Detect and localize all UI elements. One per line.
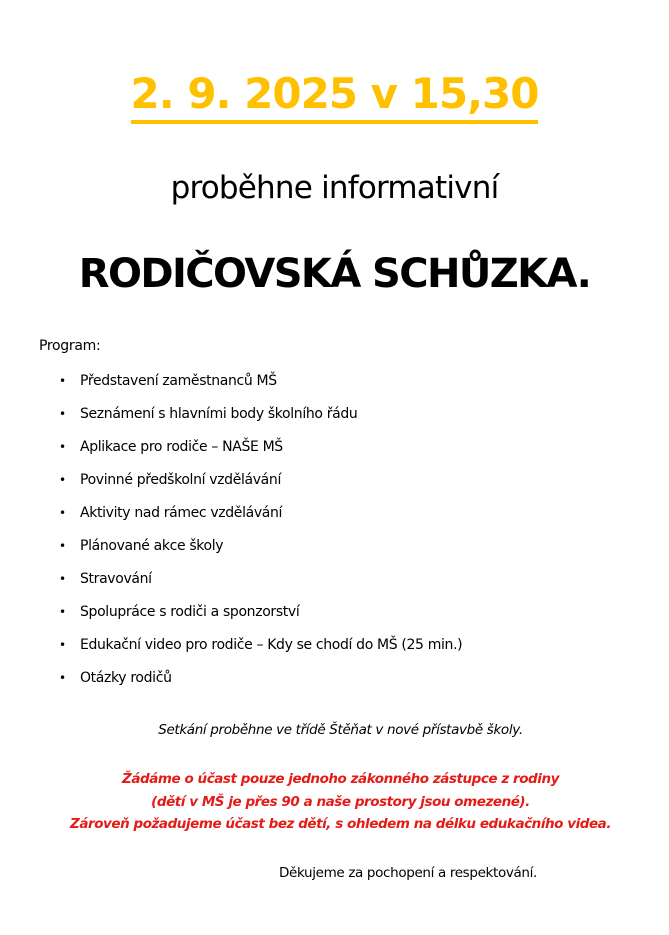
request-note [0, 768, 669, 836]
bullet-icon: • [59, 539, 66, 553]
program-item-text: Seznámení s hlavními body školního řádu [80, 406, 358, 422]
program-item-text: Spolupráce s rodiči a sponzorství [80, 604, 300, 620]
main-heading: RODIČOVSKÁ SCHŮZKA. [78, 251, 591, 297]
program-item-text: Představení zaměstnanců MŠ [80, 373, 277, 389]
thanks-note: Děkujeme za pochopení a respektování. [279, 865, 537, 881]
request-note-line: Zároveň požadujeme účast bez dětí, s ohledem na délku edukačního videa. [69, 816, 612, 832]
bullet-icon: • [59, 407, 66, 421]
bullet-icon: • [59, 605, 66, 619]
bullet-icon: • [59, 506, 66, 520]
request-note-line: Žádáme o účast pouze jednoho zákonného zástupce z rodiny [122, 771, 559, 787]
program-item-text: Edukační video pro rodiče – Kdy se chodí do MŠ (25 min.) [80, 637, 463, 653]
request-note-line: (dětí v MŠ je přes 90 a naše prostory jsou omezené). [151, 793, 530, 810]
bullet-icon: • [59, 374, 66, 388]
bullet-icon: • [59, 572, 66, 586]
program-item-text: Otázky rodičů [80, 670, 172, 686]
program-item-text: Aplikace pro rodiče – NAŠE MŠ [80, 439, 283, 455]
venue-note: Setkání proběhne ve třídě Štěňat v nové přístavbě školy. [158, 722, 523, 738]
bullet-icon: • [59, 638, 66, 652]
date-heading-text: 2. 9. 2025 v 15,30 [131, 68, 539, 124]
program-item-text: Plánované akce školy [80, 538, 224, 554]
date-heading [0, 66, 669, 124]
subtitle: proběhne informativní [170, 170, 499, 206]
program-label: Program: [39, 338, 101, 354]
program-item-text: Povinné předškolní vzdělávání [80, 472, 281, 488]
bullet-icon: • [59, 473, 66, 487]
bullet-icon: • [59, 671, 66, 685]
bullet-icon: • [59, 440, 66, 454]
program-item-text: Stravování [80, 571, 152, 587]
program-item-text: Aktivity nad rámec vzdělávání [80, 505, 283, 521]
